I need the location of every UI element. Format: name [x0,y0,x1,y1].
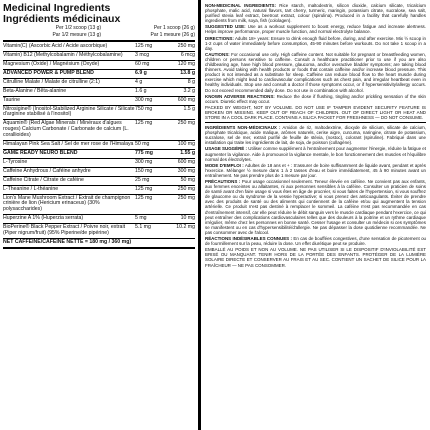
ingredient-table [3,43,195,239]
ingredient-name: L-Theanine / L-théanine [3,185,59,192]
amount-full-scoop: 100 mg [177,141,195,148]
amount-half-scoop: 60 mg [135,61,150,67]
amount-half-scoop: 25 mg [135,176,150,183]
ingredient-name: Magnesium (Oxide) / Magnésium (Oxyde) [3,61,100,67]
amount-full-scoop: 13.8 g [180,69,195,76]
english-section [205,3,426,120]
amount-full-scoop: 250 mg [177,194,195,201]
table-row [3,177,195,186]
title-en: Medicinal Ingredients [3,2,111,14]
title-fr: Ingrédients médicinaux [3,13,121,25]
table-row [3,159,195,168]
amount-half-scoop: 125 mg [135,194,153,201]
directions-paragraph: DIRECTIONS: Adults 18+ years: Ensure to drink enough fluid before, during, and after exercise. Mix ½ scoop in 1-2 cups of water immediately before consumption, 45-90 minutes before workouts. Do not take 1 scoop in a day. [205,35,426,51]
amount-full-scoop: 600 mg [177,158,195,165]
table-row [3,215,195,224]
column-headers [3,26,195,32]
table-row [3,79,195,88]
table-row [3,61,195,70]
amount-half-scoop: 125 mg [135,185,153,192]
amount-half-scoop: 750 mg [135,105,153,112]
ingredient-name: Caffeine Citrate / Citrate de caféine [3,176,84,183]
ingredient-name: Himalayan Pink Sea Salt / Sel de mer rose de l'Himalaya [3,141,134,148]
ingredient-name: Aquamin® (Red Algae Minerals / Minéraux d'algues rouges) Calcium Carbonate / Carbonate de calcium (L. corallioides) [3,120,129,139]
amount-full-scoop: 300 mg [177,167,195,174]
french-section [205,125,426,268]
amount-half-scoop: 4 g [135,78,143,85]
table-row [3,97,195,106]
ingredient-name: ADVANCED POWER & PUMP BLEND [3,69,94,76]
directions-fr-paragraph: MODE D'EMPLOI : Adultes de 18 ans et + : S'assurer de boire suffisamment de liquide avant, pendant et après l'exercice. Mélanger ½ mesure dans 1 à 2 tasses d'eau et boire immédiatement, 45 à 90 minutes avant un entraînement. Ne pas prendre plus de 1 mesure par jour. [205,162,426,178]
header-full-scoop-fr: Par 1 mesure (26 g) [150,31,195,38]
amount-half-scoop: 50 mg [135,141,150,148]
table-row [3,168,195,177]
amount-full-scoop: 50 mg [180,176,195,183]
nonmed-paragraph: NON-MEDICINAL INGREDIENTS: Rice starch, maltodextrin, silicon dioxide, calcium silicate, tricalcium phosphate, malic acid, natural flavors, tart cherry, turmeric, maringin, potassium citrate, sucralose, sea salt, purified stevia leaf extract, beetroot extract, colour (spirulina). Produced in a facility that carefully handles ingredients from milk, soya, fish (cololagen). [205,3,427,24]
table-row [3,120,195,141]
amount-half-scoop: 5.1 mg [135,224,151,231]
packed-paragraph: PACKED BY WEIGHT, NOT BY VOLUME. DO NOT USE IF TAMPER EVIDENT SECURITY FEATURE IS BROKEN OR MISSING. KEEP OUT OF REACH OF CHILDREN. OUT OF DIRECT LIGHT OR HEAT AND STORE IN A COOL DARK PLACE. CONTAINS A SILICA PACKET FOR FRESHNESS — DO NOT CONSUME. [205,104,426,120]
amount-full-scoop: 6 mcg [180,52,195,59]
table-row [3,52,195,61]
amount-full-scoop: 120 mg [177,61,195,67]
net-caffeine-row [3,239,195,249]
amount-full-scoop: 1.55 g [180,149,195,156]
amount-full-scoop: 250 mg [177,120,195,127]
amount-full-scoop: 1.5 g [183,105,195,112]
amount-half-scoop: 150 mg [135,167,153,174]
ingredient-name: L-Tyrosine [3,158,28,165]
adverse-fr-paragraph: RÉACTIONS INDÉSIRABLES CONNUES : En cas de bouffées congestives, d'une sensation de picotement ou de fourmillement sur la peau, réduire la dose. Un effet diurétique peut se produire. [205,236,427,247]
header-half-scoop-en: Per 1/2 scoop (13 g) [55,25,102,31]
table-row [3,224,195,239]
amount-half-scoop: 300 mg [135,96,153,103]
table-row [3,43,195,52]
amount-full-scoop: 10 mg [180,215,195,222]
column-headers-fr [3,33,195,39]
use-fr-paragraph: USAGE SUGGÉRÉ : Utiliser comme supplément à l'entraînement pour augmenter l'énergie, réduire la fatigue et augmenter la vigilance. Aide à promouvoir la vigilance mentale, le bon fonctionnement des muscles et l'équilibre normal des électrolytes. [205,146,427,162]
amount-half-scoop: 6.9 g [135,69,147,76]
amount-full-scoop: 3.2 g [183,87,195,94]
ingredient-name: Beta-Alanine / Bêta-alanine [3,87,67,94]
amount-half-scoop: 125 mg [135,43,153,50]
packed-fr-paragraph: EMBALLÉ AU POIDS ET NON AU VOLUME. NE PAS UTILISER SI LE DISPOSITIF D'INVIOLABILITÉ EST BRISÉ OU MANQUANT. TENIR HORS DE LA PORTÉE DES ENFANTS. PROTÉGER DE LA LUMIÈRE SOLAIRE DIRECTE ET CONSERVER AU FRAIS ET AU SEC. CONTIENT UN SACHET DE SILICE POUR LA FRAÎCHEUR — NE PAS CONSOMMER. [205,247,426,268]
amount-half-scoop: 300 mg [135,158,153,165]
ingredient-name: Vitamin) B12 (Methylcobalamin / Méthylcobalamine) [3,52,123,59]
amount-full-scoop: 250 mg [177,43,195,50]
table-row [3,150,195,159]
ingredient-name: Nitrosigine® (Inositol-Stabilized Arginine Silicate / Silicate d'arginine stabilisé à l'inositol) [3,105,135,118]
amount-half-scoop: 775 mg [135,149,153,156]
table-row [3,88,195,97]
table-row [3,141,195,150]
amount-full-scoop: 600 mg [177,96,195,103]
table-row [3,70,195,79]
ingredient-name: Vitamin(C) (Ascorbic Acid / Acide ascorbique) [3,43,108,50]
amount-full-scoop: 250 mg [177,185,195,192]
ingredient-name: GAME READY NEURO BLEND [3,149,78,156]
medicinal-ingredients-panel [0,0,198,430]
table-row [3,186,195,195]
label-information-panel [201,0,430,430]
adverse-paragraph: KNOWN ADVERSE REACTIONS: Reduce the dose if flushing, tingling and/or prickling sensation of the skin occurs. Diuretic effect may occur. [205,93,427,104]
section-divider [205,122,426,123]
ingredient-name: BioPerine® Black Pepper Extract / Poivre noir, extrait (Piper nigrum/fruit) (95% Piperine/de pipérine) [3,224,126,237]
ingredient-name: Caffeine Anhydrous / Caféine anhydre [3,167,91,174]
table-row [3,195,195,216]
header-full-scoop-en: Per 1 scoop (26 g) [153,25,195,31]
amount-full-scoop: 8 g [187,78,195,85]
amount-half-scoop: 1.6 g [135,87,147,94]
header-divider [3,40,195,42]
ingredient-name: Citrulline Malate / Malate de citrulline (2:1) [3,78,100,85]
amount-half-scoop: 3 mcg [135,52,150,59]
nonmed-fr-paragraph: INGRÉDIENTS NON-MÉDICINAUX : Amidon de riz, maltodextrine, dioxyde de silicium, silicate de calcium, phosphate tricalcique, acide malique, arômes naturels, cerise aigre, curcuma, naringine, citrate de potassium, sucralose, sel de mer, extrait purifié de feuille de stévia, (nostoc), colorant (spiruline). Fabriqué dans une installation qui traite les ingrédients de lait, de soja, de poisson (collagène). [205,125,426,146]
header-half-scoop-fr: Par 1/2 mesure (13 g) [52,31,102,38]
amount-half-scoop: 125 mg [135,120,153,127]
cautions-paragraph: CAUTIONS: For occasional use only. High caffeine content. Not suitable for pregnant or breastfeeding women, children or persons sensitive to caffeine. Consult a healthcare practitioner prior to use if you are also childbearing age, have high blood pressure, glaucoma, and/or overactive bladder symptoms; are taking blood thinners. Avoid taking with health products or foods that contain caffeine and/or increase blood pressure. This product is not intended as a substitute for sleep. Caffeine can reduce blood flow to the heart muscle during exercise which might lead to cardiovascular complications such as chest pain, and irregular heartbeat even in healthy individuals. Stop use and consult a doctor if those symptoms occur, or if hypersensitivity/allergy occurs. Do not exceed recommended daily dose. Do not use in combination with alcohol. [205,51,427,93]
net-caffeine: NET CAFFEINE/CAFÉINE NETTE = 180 mg / 360 mg) [3,238,132,245]
amount-full-scoop: 10.2 mg [176,224,195,231]
table-row [3,106,195,121]
use-paragraph: SUGGESTED USE: Use as a workout supplement to boost energy, reduce fatigue and increase alertness. Helps improve performance, proper muscle function, and normal electrolyte balance. [205,24,427,35]
cautions-fr-paragraph: PRÉCAUTIONS : Pour usage occasionnel seulement. Teneur élevée en caféine. Ne convient pas aux enfants, aux femmes enceintes ou allaitantes, ni aux personnes sensibles à la caféine. Consulter un praticien de soins de santé avant d'en faire usage si vous êtes en âge de procréer, si vous faites de l'hypertension, si vous souffrez de glaucome ou du syndrome de la vessie hyperactive; si vous prenez des anticoagulants. Éviter de prendre avec des produits de santé ou des aliments qui contiennent de la caféine et/ou qui augmentent la tension artérielle. Ce produit n'est pas destiné à remplacer le sommeil. La caféine n'est pas recommandée en cas d'entraînement intensif, car elle peut réduire le débit sanguin vers le muscle cardiaque pendant l'exercice, ce qui peut entraîner des complications cardiovasculaires telles que des douleurs à la poitrine et un rythme cardiaque irrégulier, même chez les personnes en bonne santé. Cesser l'usage et consulter un médecin si ces symptômes se manifestent ou en cas d'hypersensibilité/d'allergie. Ne pas dépasser la dose quotidienne recommandée. Ne pas consommer avec de l'alcool. [205,179,426,235]
ingredient-name: Huperzine A 1% (Huperzia serrata) [3,215,84,222]
amount-half-scoop: 5 mg [135,215,147,222]
ingredient-name: Lion's Mane Mushroom Extract / Extrait de champignon crinière de lion (Hericium erinaceus) (30% polysaccharides) [3,194,131,213]
ingredient-name: Taurine [3,96,21,103]
